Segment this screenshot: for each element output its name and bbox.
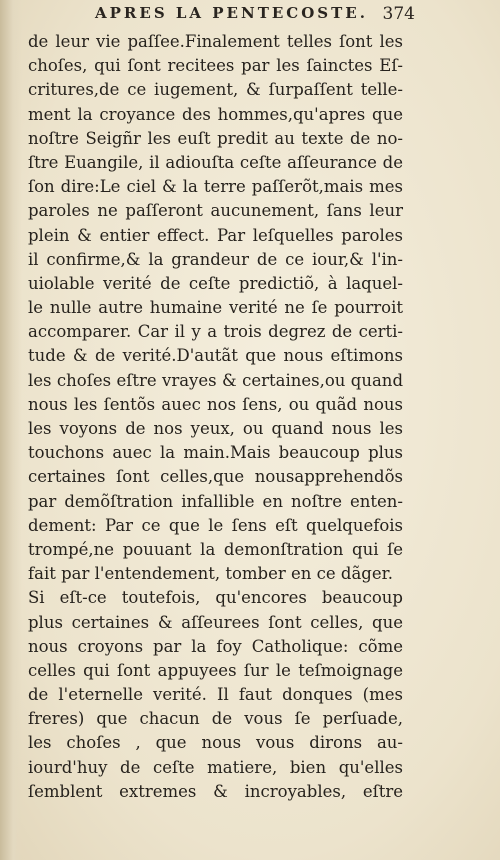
text-line: ſon dire:Le ciel & la terre paſſerõt,mais mes <box>28 177 403 197</box>
text-line: iourd'huy de ceſte matiere, bien qu'elles <box>28 757 403 777</box>
text-line: nous les ſentõs auec nos ſens, ou quãd nous <box>28 394 403 414</box>
text-line: freres) que chacun de vous ſe perſuade, <box>28 709 403 729</box>
text-line: ment la croyance des hommes,qu'apres que <box>28 104 403 124</box>
text-line: nous croyons par la foy Catholique: cõme <box>28 636 403 656</box>
text-line: plus certaines & aſſeurees ſont celles, que <box>28 612 403 632</box>
text-line: celles qui ſont appuyees ſur le teſmoignage <box>28 660 403 680</box>
text-line: il confirme,& la grandeur de ce iour,& l'in- <box>28 249 403 269</box>
running-title: APRES LA PENTECOSTE. <box>95 4 368 22</box>
text-line: dement: Par ce que le ſens eſt quelquefois <box>28 515 403 535</box>
text-line: uiolable verité de ceſte predictiõ, à laquel- <box>28 273 403 293</box>
text-line: trompé,ne pouuant la demonſtration qui ſe <box>28 539 403 559</box>
text-line: plein & entier effect. Par leſquelles paroles <box>28 225 403 245</box>
text-line: accomparer. Car il y a trois degrez de certi- <box>28 322 403 342</box>
page-gutter-shadow <box>0 0 22 860</box>
text-line: tude & de verité.D'autãt que nous eſtimons <box>28 346 403 366</box>
text-line: ſemblent extremes & incroyables, eſtre <box>28 781 403 801</box>
text-line: certaines ſont celles,que nousapprehendõs <box>28 467 403 487</box>
page-header <box>95 4 415 26</box>
body-text <box>28 30 403 804</box>
text-line: les choſes eſtre vrayes & certaines,ou quand <box>28 370 403 390</box>
text-line: choſes, qui ſont recitees par les ſainctes Eſ- <box>28 56 403 76</box>
text-line: Si eſt-ce toutefois, qu'encores beaucoup <box>28 588 403 608</box>
text-line: critures,de ce iugement, & ſurpaſſent telle- <box>28 80 403 100</box>
text-line: touchons auec la main.Mais beaucoup plus <box>28 443 403 463</box>
page-number: 374 <box>382 4 415 24</box>
text-line: fait par l'entendement, tomber en ce dãger. <box>28 564 393 584</box>
text-line: ſtre Euangile, il adiouſta ceſte aſſeurance de <box>28 152 403 172</box>
text-line: par demõſtration infallible en noſtre enten- <box>28 491 403 511</box>
text-line: les voyons de nos yeux, ou quand nous les <box>28 419 403 438</box>
text-line: paroles ne paſſeront aucunement, ſans leur <box>28 201 403 221</box>
text-line: de l'eternelle verité. Il faut donques (mes <box>28 685 403 705</box>
text-line: le nulle autre humaine verité ne ſe pourroit <box>28 298 403 318</box>
text-line: de leur vie paſſee.Finalement telles ſont les <box>28 32 403 51</box>
text-line: noſtre Seigñr les euſt predit au texte de no- <box>28 128 403 148</box>
text-line: les choſes , que nous vous dirons au- <box>28 733 403 753</box>
